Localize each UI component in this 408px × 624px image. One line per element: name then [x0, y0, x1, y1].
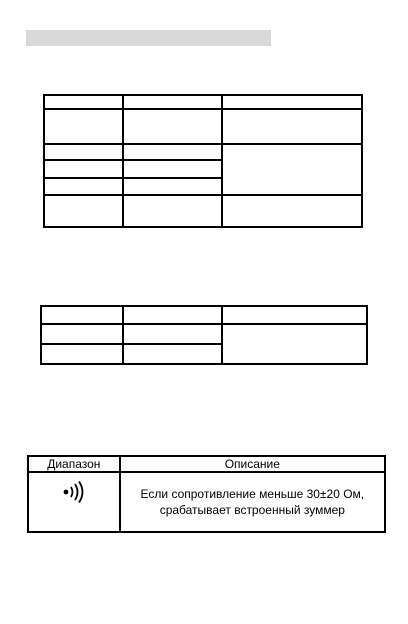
table-cell — [44, 95, 123, 109]
table-cell — [44, 160, 123, 178]
table-cell — [222, 144, 362, 195]
table-cell — [44, 178, 123, 195]
description-line-1: Если сопротивление меньше 30±20 Ом, — [140, 487, 365, 501]
table-row — [41, 324, 367, 344]
table-row — [44, 144, 362, 160]
table-2 — [40, 305, 368, 365]
table-1 — [43, 94, 363, 228]
table-cell — [123, 195, 222, 227]
table-cell — [123, 344, 222, 364]
description-cell — [120, 472, 385, 532]
table-row — [28, 472, 385, 532]
table-row — [44, 95, 362, 109]
table-row — [44, 109, 362, 144]
table-cell — [222, 109, 362, 144]
description-line-2: срабатывает встроенный зуммер — [159, 503, 345, 517]
table-row — [41, 306, 367, 324]
table-cell — [123, 178, 222, 195]
table-cell — [41, 324, 123, 344]
table-cell — [44, 144, 123, 160]
table-3 — [27, 455, 386, 533]
table-cell — [123, 306, 222, 324]
description-header: Описание — [120, 456, 385, 472]
header-bar — [26, 30, 271, 46]
table-cell — [44, 109, 123, 144]
table-cell — [222, 306, 367, 324]
range-header: Диапазон — [28, 456, 120, 472]
table-cell — [41, 306, 123, 324]
table-cell — [222, 324, 367, 364]
table-cell — [123, 144, 222, 160]
table-cell — [222, 195, 362, 227]
table-cell — [44, 195, 123, 227]
table-cell — [123, 95, 222, 109]
table-cell — [123, 109, 222, 144]
table-row — [44, 195, 362, 227]
sound-wave-icon — [61, 481, 87, 503]
table-cell — [41, 344, 123, 364]
table-cell — [123, 160, 222, 178]
table-cell — [222, 95, 362, 109]
table-header-row — [28, 456, 385, 472]
range-cell — [28, 472, 120, 532]
table-cell — [123, 324, 222, 344]
